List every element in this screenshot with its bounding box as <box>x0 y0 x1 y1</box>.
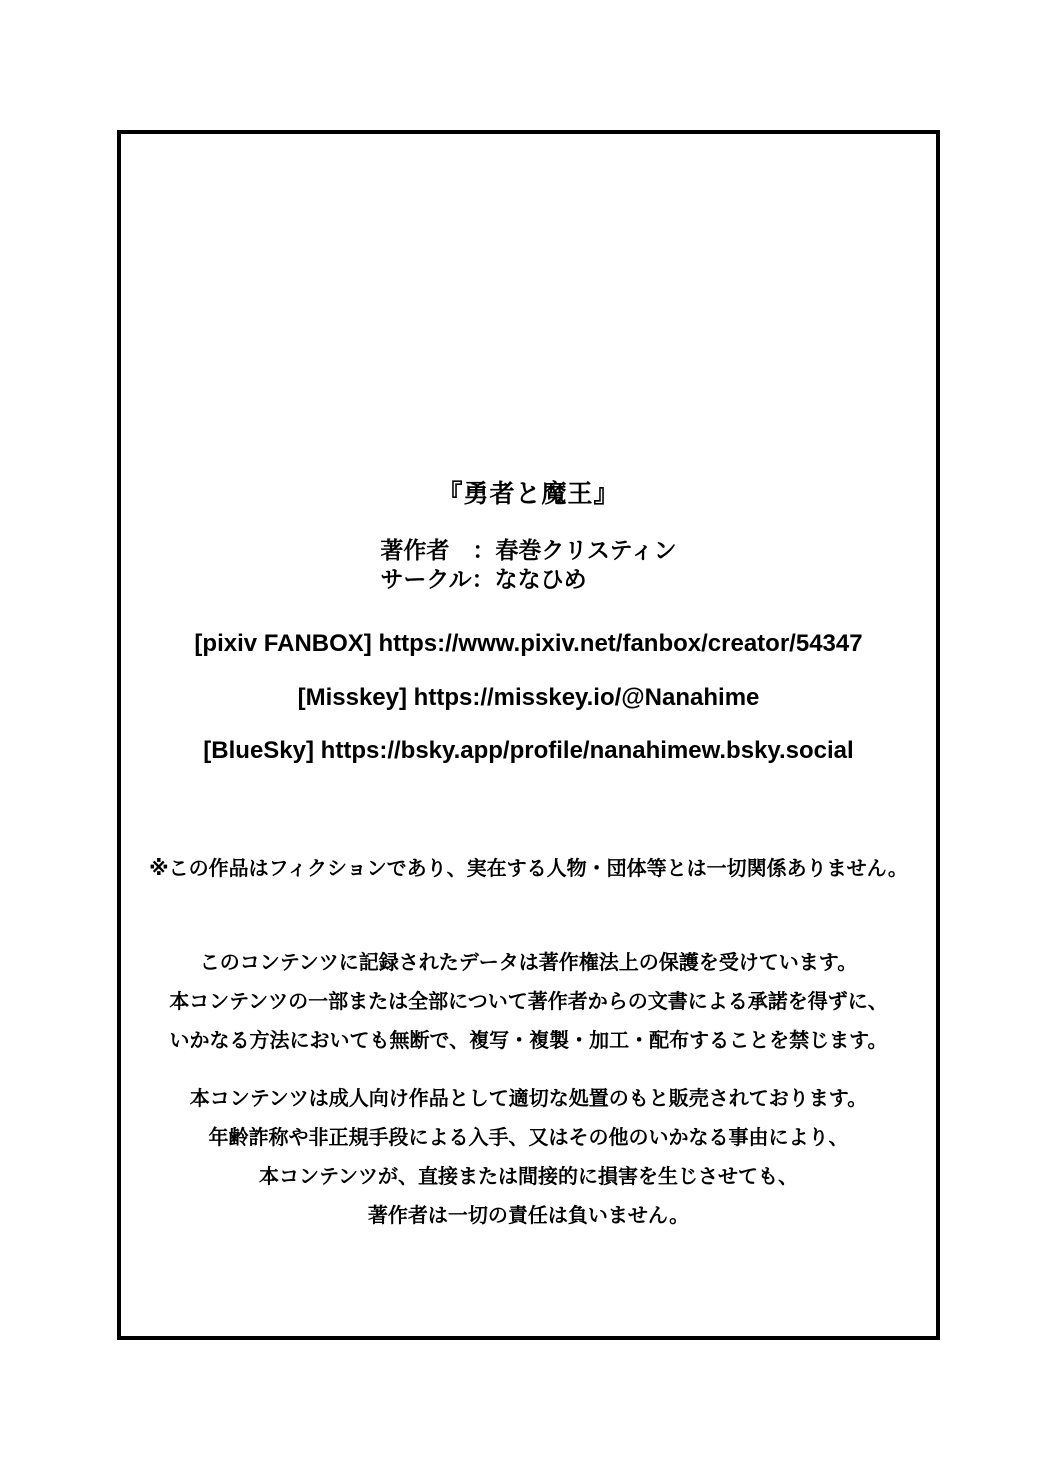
adult-notice-line: 年齢詐称や非正規手段による入手、又はその他のいかなる事由により、 <box>208 1127 849 1149</box>
copyright-notice-line: 本コンテンツの一部または全部について著作者からの文書による承諾を得ずに、 <box>169 991 888 1013</box>
page-border-frame <box>117 130 940 1340</box>
author-line: 著作者 ：春巻クリスティン <box>380 537 677 563</box>
circle-line: サークル：ななひめ <box>380 566 587 592</box>
copyright-notice-line: このコンテンツに記録されたデータは著作権法上の保護を受けています。 <box>199 952 858 974</box>
credits-block <box>121 536 936 594</box>
pixiv-fanbox-label: [pixiv FANBOX] <box>194 630 372 657</box>
misskey-label: [Misskey] <box>297 684 407 711</box>
pixiv-fanbox-url: https://www.pixiv.net/fanbox/creator/54347 <box>378 630 863 657</box>
copyright-notice <box>121 944 936 1061</box>
adult-notice-line: 本コンテンツが、直接または間接的に損害を生じさせても、 <box>259 1166 798 1188</box>
misskey-link-row <box>121 684 936 712</box>
copyright-notice-line: いかなる方法においても無断で、複写・複製・加工・配布することを禁じます。 <box>169 1030 888 1052</box>
adult-content-notice <box>121 1080 936 1236</box>
bluesky-url: https://bsky.app/profile/nanahimew.bsky.social <box>320 737 854 764</box>
credits-inner <box>380 536 676 594</box>
adult-notice-line: 本コンテンツは成人向け作品として適切な処置のもと販売されております。 <box>189 1088 868 1110</box>
pixiv-fanbox-link-row <box>121 630 936 658</box>
work-title: 『勇者と魔王』 <box>437 480 620 508</box>
bluesky-link-row <box>121 737 936 765</box>
fiction-disclaimer: ※この作品はフィクションであり、実在する人物・団体等とは一切関係ありません。 <box>149 858 908 880</box>
misskey-url: https://misskey.io/@Nanahime <box>413 684 760 711</box>
adult-notice-line: 著作者は一切の責任は負いません。 <box>367 1205 690 1227</box>
bluesky-label: [BlueSky] <box>203 737 314 764</box>
